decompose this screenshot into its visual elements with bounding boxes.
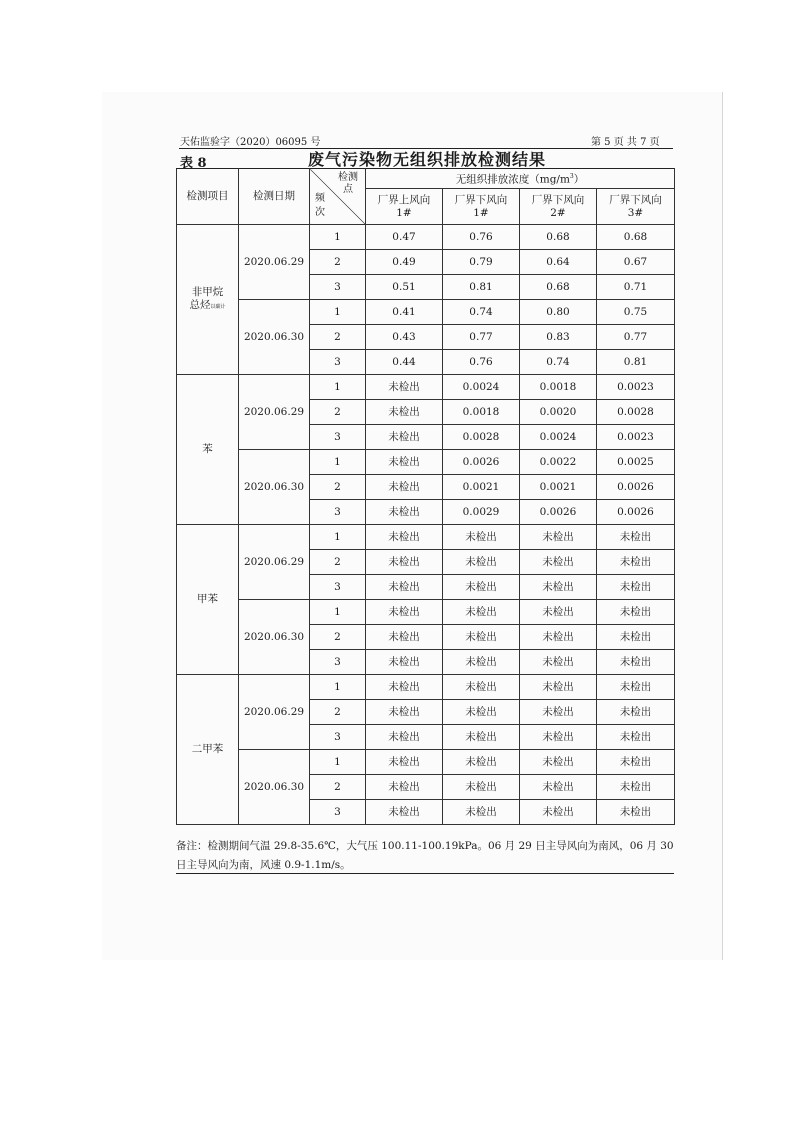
cell-concentration-value: 0.0026: [597, 500, 675, 525]
cell-frequency: 2: [310, 550, 366, 575]
cell-concentration-value: 未检出: [520, 725, 597, 750]
cell-concentration-value: 未检出: [366, 500, 443, 525]
cell-concentration-value: 0.74: [520, 350, 597, 375]
cell-test-date: 2020.06.29: [239, 525, 310, 600]
cell-concentration-value: 0.71: [597, 275, 675, 300]
test-item-name: 非甲烷总烃: [189, 285, 224, 311]
cell-concentration-value: 未检出: [443, 675, 520, 700]
table-number: 表 8: [180, 156, 207, 171]
header-point: 厂界下风向 2#: [520, 189, 597, 225]
cell-concentration-value: 未检出: [520, 675, 597, 700]
cell-concentration-value: 0.44: [366, 350, 443, 375]
cell-concentration-value: 0.51: [366, 275, 443, 300]
table-row: [177, 750, 675, 775]
cell-concentration-value: 未检出: [366, 700, 443, 725]
cell-concentration-value: 未检出: [597, 650, 675, 675]
header-frequency: 频次: [315, 193, 325, 218]
cell-test-item: [177, 375, 239, 525]
cell-frequency: 3: [310, 800, 366, 825]
cell-frequency: 1: [310, 300, 366, 325]
header-point: 厂界上风向 1#: [366, 189, 443, 225]
cell-test-date: 2020.06.30: [239, 300, 310, 375]
cell-concentration-value: 未检出: [366, 575, 443, 600]
cell-concentration-value: 0.49: [366, 250, 443, 275]
cell-concentration-value: 未检出: [597, 700, 675, 725]
cell-test-date: 2020.06.29: [239, 675, 310, 750]
cell-concentration-value: 未检出: [597, 800, 675, 825]
cell-concentration-value: 未检出: [366, 650, 443, 675]
cell-concentration-value: 未检出: [443, 775, 520, 800]
cell-concentration-value: 0.68: [520, 225, 597, 250]
cell-concentration-value: 未检出: [443, 525, 520, 550]
cell-concentration-value: 0.0026: [520, 500, 597, 525]
header-test-point: 检测点: [338, 172, 358, 195]
cell-concentration-value: 未检出: [366, 800, 443, 825]
cell-concentration-value: 未检出: [366, 450, 443, 475]
cell-test-item: [177, 675, 239, 825]
cell-frequency: 1: [310, 600, 366, 625]
cell-concentration-value: 未检出: [597, 775, 675, 800]
cell-concentration-value: 未检出: [597, 625, 675, 650]
cell-frequency: 2: [310, 700, 366, 725]
header-concentration-label: 无组织排放浓度（mg/m: [455, 173, 570, 186]
cell-concentration-value: 0.0026: [597, 475, 675, 500]
cell-concentration-value: 0.0026: [443, 450, 520, 475]
cell-frequency: 1: [310, 450, 366, 475]
cell-frequency: 3: [310, 425, 366, 450]
cell-concentration-value: 0.0020: [520, 400, 597, 425]
table-row: [177, 600, 675, 625]
page-info: 第 5 页 共 7 页: [591, 137, 660, 148]
table-row: [177, 450, 675, 475]
cell-concentration-value: 未检出: [520, 775, 597, 800]
header-point: 厂界下风向 3#: [597, 189, 675, 225]
cell-concentration-value: 0.80: [520, 300, 597, 325]
cell-concentration-value: 0.76: [443, 350, 520, 375]
cell-concentration-value: 0.41: [366, 300, 443, 325]
cell-concentration-value: 0.0021: [443, 475, 520, 500]
cell-frequency: 3: [310, 650, 366, 675]
cell-concentration-value: 未检出: [366, 625, 443, 650]
table-row: [177, 675, 675, 700]
cell-concentration-value: 0.74: [443, 300, 520, 325]
header-diagonal-cell: [310, 169, 366, 225]
cell-frequency: 2: [310, 625, 366, 650]
cell-concentration-value: 0.0018: [443, 400, 520, 425]
cell-concentration-value: 0.0021: [520, 475, 597, 500]
test-item-name: 甲苯: [197, 593, 218, 605]
cell-concentration-value: 未检出: [443, 575, 520, 600]
cell-concentration-value: 0.67: [597, 250, 675, 275]
emission-results-table: [176, 168, 675, 825]
header-date: 检测日期: [239, 169, 310, 225]
cell-concentration-value: 未检出: [366, 400, 443, 425]
cell-concentration-value: 未检出: [366, 475, 443, 500]
cell-frequency: 3: [310, 350, 366, 375]
cell-concentration-value: 未检出: [520, 525, 597, 550]
cell-concentration-value: 0.0023: [597, 375, 675, 400]
cell-concentration-value: 0.0024: [443, 375, 520, 400]
cell-concentration-value: 0.0024: [520, 425, 597, 450]
cell-concentration-value: 0.79: [443, 250, 520, 275]
header-point: 厂界下风向 1#: [443, 189, 520, 225]
cell-frequency: 3: [310, 575, 366, 600]
table-body: [177, 225, 675, 825]
cell-concentration-value: 未检出: [520, 575, 597, 600]
cell-concentration-value: 未检出: [597, 675, 675, 700]
test-item-name: 二甲苯: [191, 743, 224, 755]
cell-concentration-value: 0.76: [443, 225, 520, 250]
header-item: 检测项目: [177, 169, 239, 225]
cell-test-date: 2020.06.30: [239, 450, 310, 525]
cell-concentration-value: 未检出: [443, 750, 520, 775]
cell-concentration-value: 未检出: [597, 725, 675, 750]
cell-concentration-value: 0.0029: [443, 500, 520, 525]
cell-concentration-value: 未检出: [597, 525, 675, 550]
cell-concentration-value: 未检出: [520, 625, 597, 650]
cell-frequency: 1: [310, 675, 366, 700]
cell-concentration-value: 未检出: [366, 525, 443, 550]
table-row: [177, 375, 675, 400]
table-row: [177, 300, 675, 325]
cell-concentration-value: 0.0022: [520, 450, 597, 475]
cell-concentration-value: 0.43: [366, 325, 443, 350]
cell-concentration-value: 未检出: [597, 575, 675, 600]
cell-frequency: 1: [310, 525, 366, 550]
cell-concentration-value: 未检出: [366, 775, 443, 800]
cell-frequency: 1: [310, 375, 366, 400]
cell-concentration-value: 0.0018: [520, 375, 597, 400]
test-item-note: 以碳计: [210, 303, 226, 310]
cell-concentration-value: 未检出: [520, 800, 597, 825]
cell-concentration-value: 0.68: [597, 225, 675, 250]
cell-concentration-value: 未检出: [597, 750, 675, 775]
table-row: [177, 225, 675, 250]
header-concentration-close: ）: [573, 173, 585, 186]
cell-concentration-value: 未检出: [597, 600, 675, 625]
cell-frequency: 1: [310, 225, 366, 250]
header-unit-superscript: 3: [569, 173, 574, 181]
remarks-rule: [176, 873, 674, 874]
cell-concentration-value: 未检出: [366, 725, 443, 750]
cell-concentration-value: 未检出: [366, 550, 443, 575]
cell-frequency: 2: [310, 475, 366, 500]
cell-concentration-value: 未检出: [520, 700, 597, 725]
cell-frequency: 2: [310, 325, 366, 350]
header-concentration-group: [366, 169, 675, 189]
cell-test-date: 2020.06.30: [239, 750, 310, 825]
cell-test-item: [177, 225, 239, 375]
cell-test-item: [177, 525, 239, 675]
cell-concentration-value: 0.64: [520, 250, 597, 275]
cell-concentration-value: 0.0025: [597, 450, 675, 475]
cell-concentration-value: 0.77: [597, 325, 675, 350]
cell-concentration-value: 未检出: [597, 550, 675, 575]
cell-concentration-value: 0.68: [520, 275, 597, 300]
cell-concentration-value: 未检出: [366, 425, 443, 450]
cell-concentration-value: 未检出: [443, 650, 520, 675]
cell-concentration-value: 未检出: [366, 600, 443, 625]
cell-test-date: 2020.06.29: [239, 375, 310, 450]
cell-concentration-value: 未检出: [366, 675, 443, 700]
cell-frequency: 1: [310, 750, 366, 775]
table-row: [177, 525, 675, 550]
cell-concentration-value: 0.0028: [597, 400, 675, 425]
cell-concentration-value: 0.81: [597, 350, 675, 375]
table-title: 废气污染物无组织排放检测结果: [307, 150, 546, 169]
cell-frequency: 2: [310, 400, 366, 425]
cell-concentration-value: 未检出: [443, 725, 520, 750]
remarks: 备注：检测期间气温 29.8-35.6℃，大气压 100.11-100.19kPa。06 月 29 日主导风向为南风，06 月 30 日主导风向为南，风速 0.9-1.1m/s。: [176, 840, 674, 871]
cell-concentration-value: 未检出: [520, 550, 597, 575]
cell-frequency: 2: [310, 250, 366, 275]
cell-frequency: 3: [310, 275, 366, 300]
cell-frequency: 2: [310, 775, 366, 800]
cell-concentration-value: 未检出: [520, 600, 597, 625]
cell-concentration-value: 0.0023: [597, 425, 675, 450]
cell-concentration-value: 未检出: [443, 550, 520, 575]
cell-concentration-value: 未检出: [520, 750, 597, 775]
cell-concentration-value: 未检出: [366, 375, 443, 400]
test-item-name: 苯: [202, 443, 213, 455]
cell-concentration-value: 未检出: [366, 750, 443, 775]
cell-concentration-value: 0.77: [443, 325, 520, 350]
cell-concentration-value: 0.75: [597, 300, 675, 325]
cell-concentration-value: 0.83: [520, 325, 597, 350]
cell-concentration-value: 未检出: [520, 650, 597, 675]
cell-concentration-value: 0.47: [366, 225, 443, 250]
report-number: 天佑监验字（2020）06095 号: [180, 137, 321, 148]
cell-concentration-value: 0.81: [443, 275, 520, 300]
cell-concentration-value: 未检出: [443, 800, 520, 825]
cell-concentration-value: 未检出: [443, 600, 520, 625]
cell-concentration-value: 未检出: [443, 700, 520, 725]
cell-concentration-value: 0.0028: [443, 425, 520, 450]
cell-frequency: 3: [310, 725, 366, 750]
cell-concentration-value: 未检出: [443, 625, 520, 650]
cell-test-date: 2020.06.29: [239, 225, 310, 300]
cell-test-date: 2020.06.30: [239, 600, 310, 675]
cell-frequency: 3: [310, 500, 366, 525]
